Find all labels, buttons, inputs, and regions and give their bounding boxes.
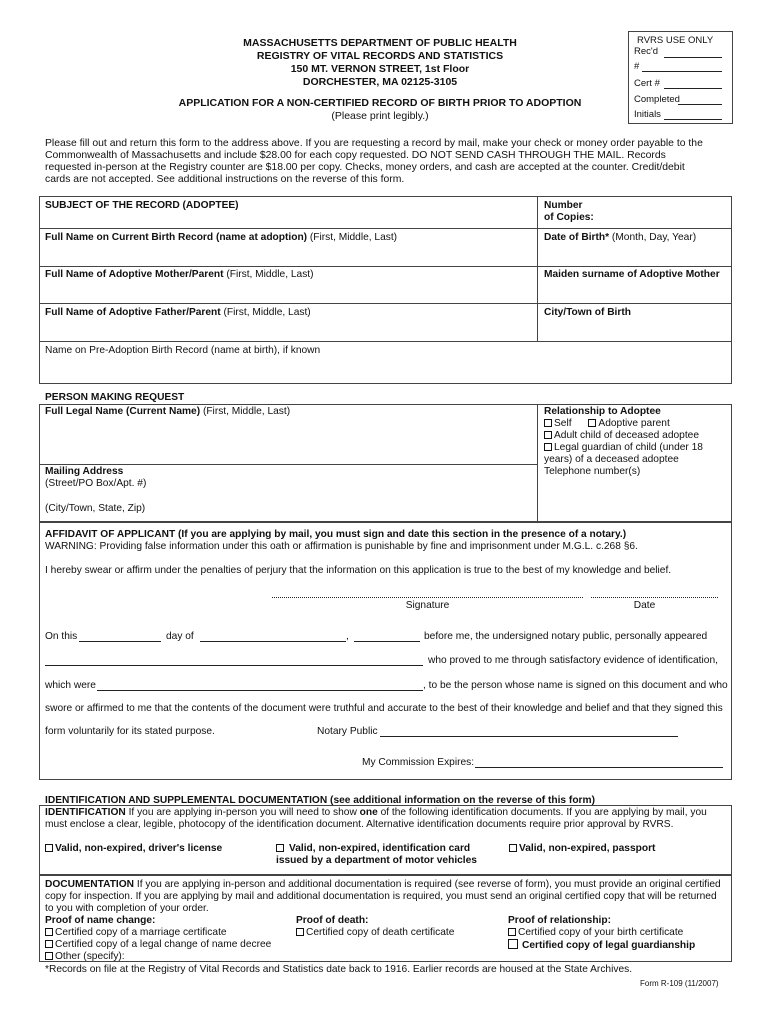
full-name-field[interactable] [42, 246, 534, 264]
agency-header [160, 37, 600, 89]
full-name-label-bold: Full Name on Current Birth Record (name at adoption) [45, 232, 308, 243]
telephone-field[interactable] [540, 478, 730, 518]
adoptive-father-field[interactable] [42, 321, 534, 339]
full-name-label-hint: (First, Middle, Last) [307, 232, 398, 243]
id-option-license [45, 843, 222, 855]
adoptive-mother-field[interactable] [42, 283, 534, 301]
mailing-address-label: Mailing Address [45, 466, 124, 477]
date-label: Date [633, 600, 656, 611]
identification-text-a: If you are applying in-person you will need to show [125, 807, 360, 818]
rvrs-initials-label: Initials [634, 109, 661, 120]
city-state-zip-field[interactable] [160, 501, 530, 517]
death-column [296, 915, 454, 939]
affidavit-swear: I hereby swear or affirm under the penalties of perjury that the information on this application is true to the best of my knowledge and belief. [45, 565, 672, 576]
legal-name-field[interactable] [42, 420, 534, 462]
rvrs-recd-label: Rec'd [634, 46, 658, 57]
relationship-row-1 [544, 418, 724, 430]
form-number: Form R-109 (11/2007) [640, 979, 719, 988]
dob-label [544, 232, 696, 244]
adoptive-parent-label: Adoptive parent [598, 418, 670, 429]
copies-label [544, 200, 594, 224]
commission-expires-label: My Commission Expires: [362, 757, 475, 768]
month-field[interactable] [200, 641, 346, 642]
adoptive-mother-label [45, 269, 314, 281]
dob-label-hint: (Month, Day, Year) [609, 232, 697, 243]
pre-adoption-name-label: Name on Pre-Adoption Birth Record (name at birth), if known [45, 345, 321, 356]
legal-name-label-hint: (First, Middle, Last) [200, 406, 291, 417]
affidavit-box [39, 522, 732, 780]
street-field[interactable] [160, 478, 530, 494]
signature-line[interactable] [272, 597, 583, 598]
birth-cert-checkbox[interactable] [508, 928, 516, 936]
rvrs-title: RVRS USE ONLY [637, 35, 714, 46]
who-proved-label: who proved to me through satisfactory evidence of identification, [428, 655, 718, 666]
print-note: (Please print legibly.) [331, 110, 429, 122]
rvrs-cert-line[interactable] [664, 88, 722, 89]
identification-one: one [359, 807, 378, 818]
instructions-paragraph: Please fill out and return this form to the address above. If you are requesting a record by mail, make your check or money order payable to the Commonwealth of Massachusetts and include $28.00 for each copy requested. DO NOT SEND CASH THROUGH THE MAIL. Records requested in-person at the Registry counter are $18.00 per copy. Checks, money orders, and cash are accepted at the counter. Credit/debit cards are not accepted. See additional instructions on the reverse of this form. [45, 138, 703, 185]
to-be-label: , to be the person whose name is signed on this document and who [423, 680, 728, 691]
day-field[interactable] [79, 641, 161, 642]
documentation-text-body: If you are applying in-person and additional documentation is required (see reverse of form), you must provide an original certified copy for inspection. If you are applying by mail and additional documentation is required, you must send an original certified copy that will be returned to you with completion of your order. [45, 879, 721, 914]
legal-change-checkbox[interactable] [45, 940, 53, 948]
city-address: DORCHESTER, MA 02125-3105 [302, 76, 458, 88]
affidavit-heading: AFFIDAVIT OF APPLICANT (If you are applying by mail, you must sign and date this section in the presence of a notary.) [45, 529, 627, 540]
telephone-label: Telephone number(s) [544, 466, 641, 477]
street-hint: (Street/PO Box/Apt. #) [45, 478, 147, 489]
rvrs-initials-line[interactable] [664, 119, 722, 120]
rvrs-number-line[interactable] [642, 71, 722, 72]
appeared-name-field[interactable] [45, 665, 423, 666]
adoptive-father-label [45, 307, 311, 319]
subject-heading: SUBJECT OF THE RECORD (ADOPTEE) [45, 200, 239, 211]
legal-name-label-bold: Full Legal Name (Current Name) [45, 406, 201, 417]
birth-cert-label: Certified copy of your birth certificate [518, 927, 684, 938]
guardianship-label: Certified copy of legal guardianship [522, 940, 696, 951]
death-cert-checkbox[interactable] [296, 928, 304, 936]
passport-label: Valid, non-expired, passport [519, 843, 656, 854]
before-me-label: before me, the undersigned notary public, personally appeared [424, 631, 708, 642]
comma-label: , [346, 631, 349, 642]
requester-heading: PERSON MAKING REQUEST [45, 392, 185, 403]
relationship-label: Relationship to Adoptee [544, 406, 661, 417]
id-option-passport [509, 843, 655, 855]
id-card-label-1: Valid, non-expired, identification card [289, 843, 471, 854]
signature-label: Signature [405, 600, 450, 611]
full-name-label [45, 232, 397, 244]
adoptive-mother-label-bold: Full Name of Adoptive Mother/Parent [45, 269, 224, 280]
day-of-label: day of [166, 631, 194, 642]
dob-label-bold: Date of Birth* [544, 232, 610, 243]
maiden-surname-label: Maiden surname of Adoptive Mother [544, 269, 720, 280]
rvrs-number-label: # [634, 61, 640, 72]
identification-label: IDENTIFICATION [45, 807, 126, 818]
license-checkbox[interactable] [45, 844, 53, 852]
street-address: 150 MT. VERNON STREET, 1st Floor [290, 63, 470, 75]
maiden-surname-field[interactable] [540, 283, 730, 301]
legal-change-label: Certified copy of a legal change of name decree [55, 939, 272, 950]
identification-text [45, 807, 715, 831]
adoptive-parent-checkbox[interactable] [588, 419, 596, 427]
death-cert-label: Certified copy of death certificate [306, 927, 455, 938]
pre-adoption-name-field[interactable] [42, 359, 728, 381]
documentation-text [45, 879, 725, 915]
form-title: APPLICATION FOR A NON-CERTIFIED RECORD OF BIRTH PRIOR TO ADOPTION [178, 97, 582, 109]
self-label: Self [554, 418, 572, 429]
id-card-label-2: issued by a department of motor vehicles [276, 855, 477, 866]
adoptive-mother-label-hint: (First, Middle, Last) [223, 269, 314, 280]
rvrs-cert-label: Cert # [634, 78, 660, 89]
adoptive-father-label-bold: Full Name of Adoptive Father/Parent [45, 307, 221, 318]
affidavit-warning: WARNING: Providing false information under this oath or affirmation is punishable by fine and imprisonment under M.G.L. c.268 §6. [45, 541, 638, 552]
adult-child-label: Adult child of deceased adoptee [554, 430, 699, 441]
voluntarily-text: form voluntarily for its stated purpose. [45, 726, 215, 737]
license-label: Valid, non-expired, driver's license [55, 843, 223, 854]
agency-name: MASSACHUSETTS DEPARTMENT OF PUBLIC HEALTH [243, 37, 517, 49]
identification-evidence-field[interactable] [97, 690, 423, 691]
adult-child-checkbox[interactable] [544, 431, 552, 439]
relationship-proof-column [508, 915, 695, 952]
guardianship-checkbox[interactable] [508, 939, 518, 949]
adoptive-father-label-hint: (First, Middle, Last) [220, 307, 311, 318]
id-option-id-card [276, 843, 477, 867]
name-change-column [45, 915, 271, 963]
which-were-label: which were [45, 680, 96, 691]
marriage-label: Certified copy of a marriage certificate [55, 927, 227, 938]
city-of-birth-label: City/Town of Birth [544, 307, 631, 318]
other-checkbox[interactable] [45, 952, 53, 960]
mailing-address-section [45, 466, 146, 490]
city-of-birth-field[interactable] [540, 321, 730, 339]
date-line[interactable] [591, 597, 718, 598]
relationship-row-3 [544, 442, 714, 466]
commission-expires-line[interactable] [475, 767, 723, 768]
dob-field[interactable] [540, 246, 730, 264]
legal-guardian-label: Legal guardian of child (under 18 years) of a deceased adoptee [544, 442, 703, 465]
footnote: *Records on file at the Registry of Vital Records and Statistics date back to 1916. Earlier records are housed at the State Archives. [45, 964, 633, 975]
documentation-label: DOCUMENTATION [45, 879, 135, 890]
notary-public-line[interactable] [380, 736, 678, 737]
other-label: Other (specify): [55, 951, 125, 962]
relationship-section [544, 406, 724, 478]
name-change-heading: Proof of name change: [45, 915, 156, 926]
rvrs-completed-label: Completed [634, 94, 680, 105]
marriage-checkbox[interactable] [45, 928, 53, 936]
on-this-label: On this [45, 631, 78, 642]
city-state-zip-hint: (City/Town, State, Zip) [45, 503, 146, 514]
swore-text: swore or affirmed to me that the contents of the document were truthful and accurate to the best of their knowledge and belief and that they signed this [45, 703, 723, 714]
identification-text-b: of the following identification documents. If you are applying by mail, you must enclose a clear, legible, photocopy of the identification document. Alternative identification documents require prior approval by RVRS. [45, 807, 707, 830]
rvrs-recd-line[interactable] [664, 57, 722, 58]
legal-name-label [45, 406, 290, 418]
death-heading: Proof of death: [296, 915, 369, 926]
id-card-checkbox[interactable] [276, 844, 284, 852]
copies-label-line1: Number [544, 200, 583, 211]
legal-guardian-checkbox[interactable] [544, 443, 552, 451]
copies-field[interactable] [600, 212, 720, 226]
rvrs-completed-line[interactable] [678, 104, 722, 105]
year-field[interactable] [354, 641, 420, 642]
self-checkbox[interactable] [544, 419, 552, 427]
copies-label-line2: of Copies: [544, 212, 594, 223]
relationship-row-2 [544, 430, 724, 442]
passport-checkbox[interactable] [509, 844, 517, 852]
registry-name: REGISTRY OF VITAL RECORDS AND STATISTICS [256, 50, 504, 62]
relationship-proof-heading: Proof of relationship: [508, 915, 612, 926]
identification-heading: IDENTIFICATION AND SUPPLEMENTAL DOCUMENTATION (see additional information on the reverse of this form) [45, 795, 595, 806]
notary-public-label: Notary Public [317, 726, 378, 737]
